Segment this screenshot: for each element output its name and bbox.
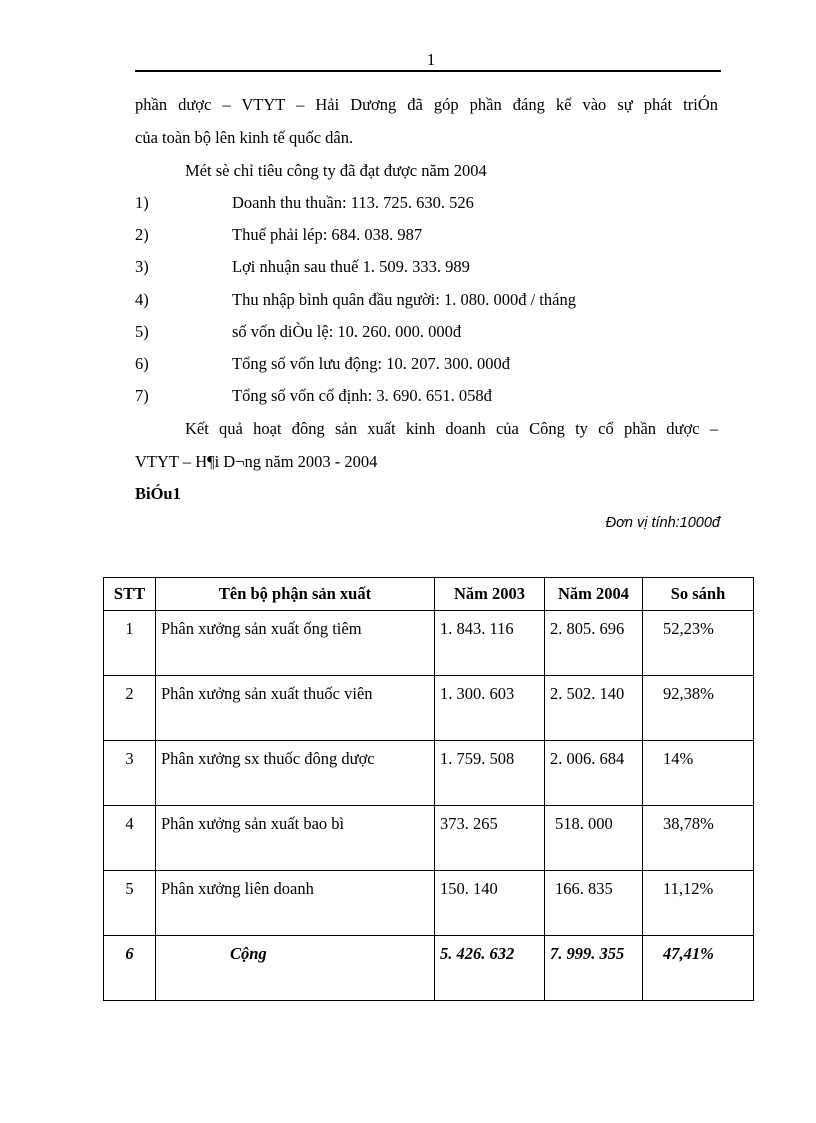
cell-2004: 2. 502. 140 [545,676,643,741]
header-rule [135,70,721,72]
table-row [104,871,754,936]
header-name: Tên bộ phận sản xuất [156,578,435,611]
header-stt: STT [104,578,156,611]
indicator-text: Tổng số vốn cố định: 3. 690. 651. 058đ [232,386,492,405]
header-2004: Năm 2004 [545,578,643,611]
page-number: 1 [426,50,436,69]
cell-compare: 92,38% [643,676,754,741]
cell-name: Phân xưởng sản xuất bao bì [156,806,435,871]
indicator-number: 2) [135,225,149,244]
cell-2003: 373. 265 [435,806,545,871]
cell-stt: 1 [104,611,156,676]
indicator-number: 6) [135,354,149,373]
indicator-text: Lợi nhuận sau thuế 1. 509. 333. 989 [232,257,470,276]
indicator-text: Thu nhập bình quân đầu người: 1. 080. 000đ / tháng [232,290,576,309]
table-total-row [104,936,754,1001]
indicator-number: 5) [135,322,149,341]
cell-name: Phân xưởng sản xuất thuốc viên [156,676,435,741]
table-row [104,611,754,676]
cell-2003: 1. 300. 603 [435,676,545,741]
cell-compare: 47,41% [643,936,754,1001]
cell-name: Phân xưởng liên doanh [156,871,435,936]
cell-2003: 150. 140 [435,871,545,936]
results-table [103,577,754,1001]
indicator-text: Tổng số vốn lưu động: 10. 207. 300. 000đ [232,354,510,373]
table-header-row [104,578,754,611]
cell-stt: 5 [104,871,156,936]
cell-name: Cộng [156,936,435,1001]
cell-compare: 14% [643,741,754,806]
cell-stt: 2 [104,676,156,741]
indicator-text: Doanh thu thuần: 113. 725. 630. 526 [232,193,474,212]
indicator-number: 7) [135,386,149,405]
unit-note: Đơn vị tính:1000đ [605,515,720,531]
cell-2004: 518. 000 [545,806,643,871]
cell-name: Phân xưởng sx thuốc đông dược [156,741,435,806]
cell-compare: 52,23% [643,611,754,676]
result-intro-line-2: VTYT – H¶i D¬ng năm 2003 - 2004 [135,452,378,471]
indicator-number: 3) [135,257,149,276]
cell-2004: 2. 805. 696 [545,611,643,676]
table-row [104,806,754,871]
header-2003: Năm 2003 [435,578,545,611]
cell-stt: 6 [104,936,156,1001]
cell-2003: 1. 843. 116 [435,611,545,676]
cell-name: Phân xưởng sản xuất ống tiêm [156,611,435,676]
table-row [104,676,754,741]
header-compare: So sánh [643,578,754,611]
cell-2004: 166. 835 [545,871,643,936]
indicator-number: 4) [135,290,149,309]
cell-2003: 5. 426. 632 [435,936,545,1001]
cell-stt: 3 [104,741,156,806]
cell-2003: 1. 759. 508 [435,741,545,806]
cell-stt: 4 [104,806,156,871]
cell-compare: 38,78% [643,806,754,871]
paragraph-line-1: phần dược – VTYT – Hải Dương đã góp phần đáng kể vào sự phát triÓn [135,95,718,114]
indicator-text: số vốn diÒu lệ: 10. 260. 000. 000đ [232,322,462,341]
result-intro-line-1: Kết quả hoạt đông sản xuất kinh doanh của Công ty cổ phần dược – [185,419,718,438]
table-row [104,741,754,806]
indicator-number: 1) [135,193,149,212]
cell-2004: 2. 006. 684 [545,741,643,806]
table-caption: BiÓu1 [135,484,181,503]
cell-compare: 11,12% [643,871,754,936]
cell-2004: 7. 999. 355 [545,936,643,1001]
paragraph-line-2: của toàn bộ lên kinh tế quốc dân. [135,128,354,147]
indicator-text: Thuế phải lép: 684. 038. 987 [232,225,423,244]
indicators-intro: Mét sè chỉ tiêu công ty đã đạt được năm 2004 [185,161,487,180]
